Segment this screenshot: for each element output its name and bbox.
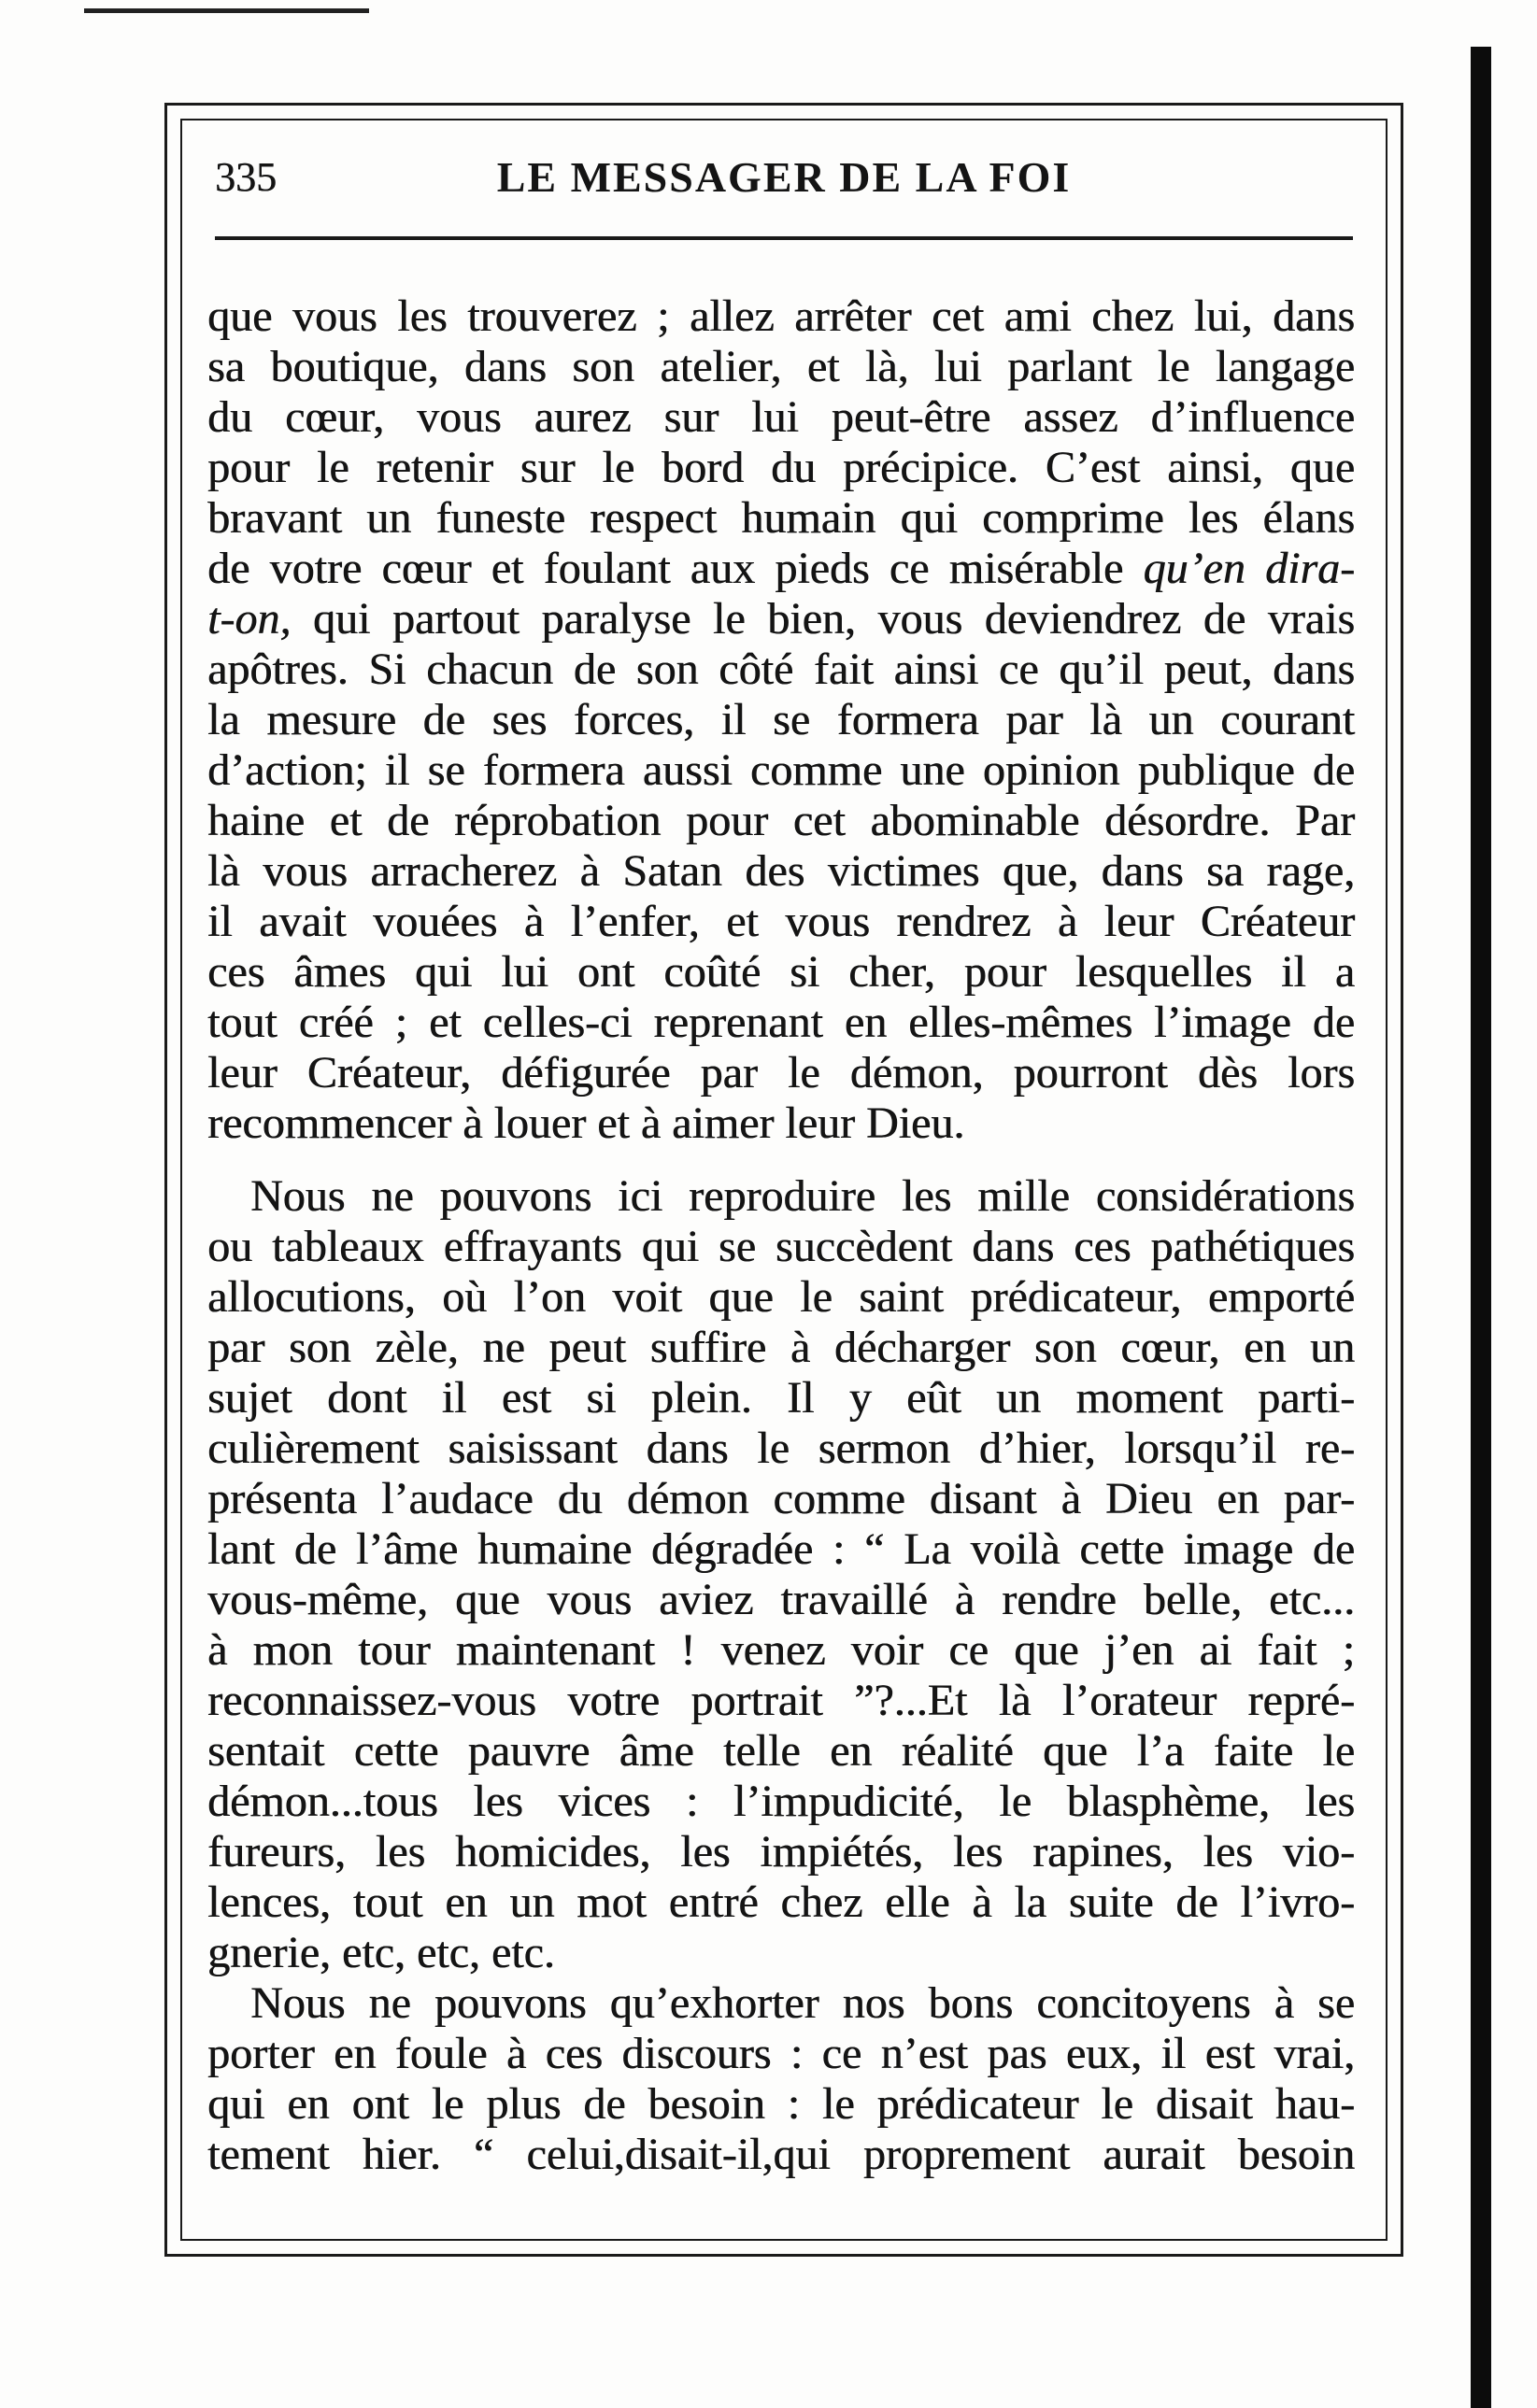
text-line: leur Créateur, défigurée par le démon, pourront dès lors <box>207 1048 1355 1098</box>
text-line: lant de l’âme humaine dégradée : “ La voilà cette image de <box>207 1524 1355 1574</box>
text-line: fureurs, les homicides, les impiétés, les rapines, les vio- <box>207 1827 1355 1877</box>
text-line: pour le retenir sur le bord du précipice. C’est ainsi, que <box>207 443 1355 492</box>
text-line: Nous ne pouvons ici reproduire les mille considérations <box>250 1171 1355 1221</box>
text-line: que vous les trouverez ; allez arrêter cet ami chez lui, dans <box>207 291 1355 341</box>
top-rule <box>84 8 369 13</box>
text-line: gnerie, etc, etc, etc. <box>207 1928 555 1977</box>
text-segment: de votre cœur et foulant aux pieds ce misérable <box>207 544 1144 593</box>
text-line: la mesure de ses forces, il se formera par là un courant <box>207 695 1355 744</box>
text-line: sujet dont il est si plein. Il y eût un moment parti- <box>207 1373 1355 1423</box>
text-line: allocutions, où l’on voit que le saint prédicateur, emporté <box>207 1272 1355 1322</box>
text-line <box>207 594 1355 644</box>
italic-text: qu’en dira- <box>1143 544 1355 593</box>
text-line: là vous arracherez à Satan des victimes que, dans sa rage, <box>207 846 1355 896</box>
page-number: 335 <box>215 154 277 200</box>
body-text <box>207 291 1355 2180</box>
running-header <box>215 149 1353 205</box>
text-line: vous-même, que vous aviez travaillé à rendre belle, etc... <box>207 1575 1355 1624</box>
header-rule <box>215 236 1353 240</box>
text-line: qui en ont le plus de besoin : le prédicateur le disait hau- <box>207 2079 1355 2129</box>
text-line: lences, tout en un mot entré chez elle à la suite de l’ivro- <box>207 1877 1355 1927</box>
text-line: démon...tous les vices : l’impudicité, le blasphème, les <box>207 1777 1355 1826</box>
text-line: sa boutique, dans son atelier, et là, lui parlant le langage <box>207 342 1355 391</box>
text-segment: qui partout paralyse le bien, vous deviendrez de vrais <box>291 594 1355 644</box>
text-line: culièrement saisissant dans le sermon d’hier, lorsqu’il re- <box>207 1424 1355 1473</box>
text-line: du cœur, vous aurez sur lui peut-être assez d’influence <box>207 392 1355 442</box>
text-line: recommencer à louer et à aimer leur Dieu. <box>207 1098 965 1148</box>
running-title: LE MESSAGER DE LA FOI <box>496 153 1072 201</box>
text-line: sentait cette pauvre âme telle en réalité que l’a faite le <box>207 1726 1355 1776</box>
text-line: ces âmes qui lui ont coûté si cher, pour lesquelles il a <box>207 947 1355 997</box>
text-line: d’action; il se formera aussi comme une opinion publique de <box>207 745 1355 795</box>
text-line: apôtres. Si chacun de son côté fait ainsi ce qu’il peut, dans <box>207 644 1355 694</box>
text-line: par son zèle, ne peut suffire à décharger son cœur, en un <box>207 1323 1355 1372</box>
text-line: présenta l’audace du démon comme disant à Dieu en par- <box>207 1474 1355 1523</box>
text-line: à mon tour maintenant ! venez voir ce que j’en ai fait ; <box>207 1625 1355 1675</box>
paragraph <box>207 1171 1355 1978</box>
scan-edge-bar <box>1471 47 1491 2408</box>
text-line: ou tableaux effrayants qui se succèdent dans ces pathétiques <box>207 1222 1355 1271</box>
text-line: reconnaissez-vous votre portrait ”?...Et là l’orateur repré- <box>207 1676 1355 1725</box>
text-line: tout créé ; et celles-ci reprenant en elles-mêmes l’image de <box>207 998 1355 1047</box>
italic-text: t-on, <box>207 594 292 644</box>
text-line <box>207 544 1355 594</box>
text-line: haine et de réprobation pour cet abominable désordre. Par <box>207 796 1355 845</box>
text-line: Nous ne pouvons qu’exhorter nos bons concitoyens à se <box>250 1978 1355 2028</box>
text-line: il avait vouées à l’enfer, et vous rendrez à leur Créateur <box>207 897 1355 946</box>
paragraph <box>207 291 1355 1149</box>
text-line: tement hier. “ celui,disait-il,qui proprement aurait besoin <box>207 2130 1355 2179</box>
paragraph <box>207 1978 1355 2180</box>
text-line: bravant un funeste respect humain qui comprime les élans <box>207 493 1355 543</box>
text-line: porter en foule à ces discours : ce n’est pas eux, il est vrai, <box>207 2029 1355 2078</box>
